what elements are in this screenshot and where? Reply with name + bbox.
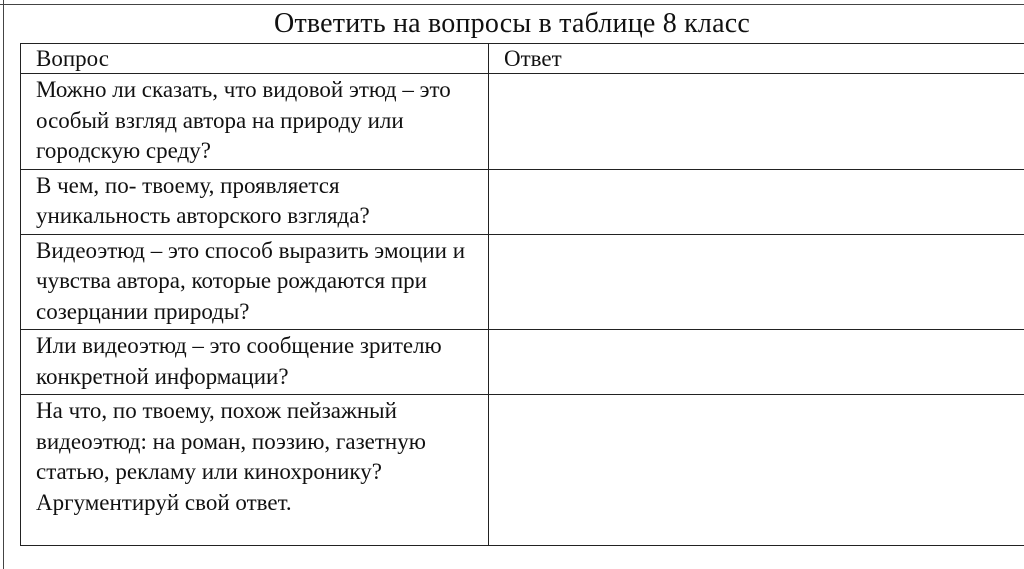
question-text: На что, по твоему, похож пейзажный видеоэтюд: на роман, поэзию, газетную статью, рекламу или кинохронику? Аргументируй свой ответ. <box>36 398 426 515</box>
question-text: Можно ли сказать, что видовой этюд – это особый взгляд автора на природу или городскую среду? <box>36 77 451 163</box>
table-row <box>21 74 1024 170</box>
answer-cell[interactable] <box>489 330 1024 395</box>
page-title: Ответить на вопросы в таблице 8 класс <box>274 8 750 39</box>
answer-cell[interactable] <box>489 234 1024 330</box>
question-text: Или видеоэтюд – это сообщение зрителю конкретной информации? <box>36 333 442 389</box>
table-row <box>21 169 1024 234</box>
question-cell <box>21 395 489 546</box>
answer-cell[interactable] <box>489 395 1024 546</box>
question-cell <box>21 74 489 170</box>
question-text: В чем, по- твоему, проявляется уникальность авторского взгляда? <box>36 172 370 228</box>
table-row <box>21 395 1024 546</box>
question-text: Видеоэтюд – это способ выразить эмоции и чувства автора, которые рождаются при созерцании природы? <box>36 237 466 324</box>
page-frame-top-line <box>0 4 1024 5</box>
header-question: Вопрос <box>21 44 489 74</box>
table-row <box>21 234 1024 330</box>
page-frame-left-line <box>3 0 4 569</box>
questions-table <box>20 43 1024 546</box>
question-cell <box>21 234 489 330</box>
question-cell <box>21 169 489 234</box>
table-header-row <box>21 44 1024 74</box>
header-answer: Ответ <box>489 44 1024 74</box>
answer-cell[interactable] <box>489 169 1024 234</box>
table-row <box>21 330 1024 395</box>
question-cell <box>21 330 489 395</box>
answer-cell[interactable] <box>489 74 1024 170</box>
